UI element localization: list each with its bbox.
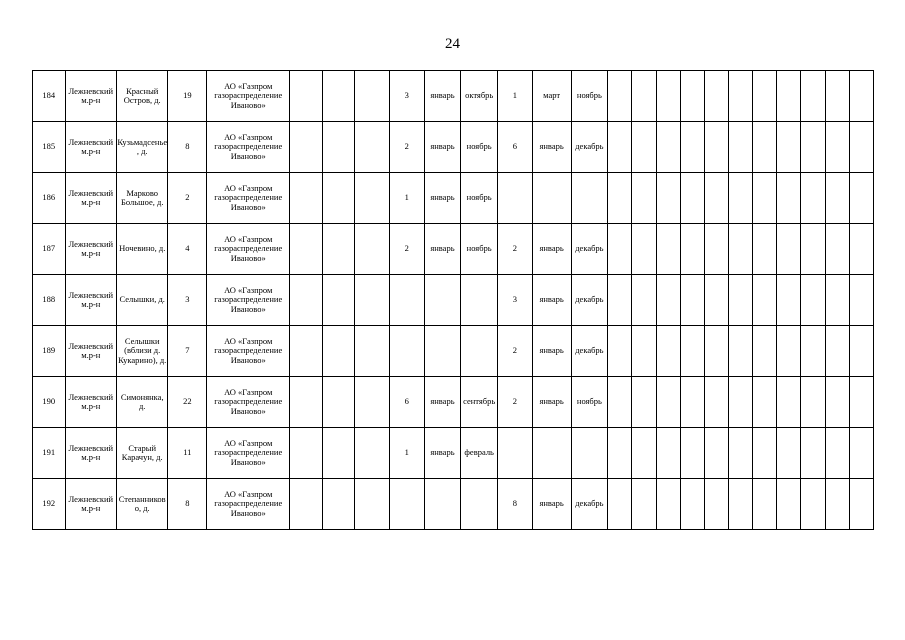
cell-month-2 xyxy=(461,479,498,530)
cell-month-1: январь xyxy=(424,224,461,275)
cell-month-3: январь xyxy=(532,377,571,428)
cell-month-4: декабрь xyxy=(571,326,608,377)
cell-month-4 xyxy=(571,173,608,224)
cell-count: 11 xyxy=(168,428,207,479)
cell-tail-8 xyxy=(777,71,801,122)
cell-month-2: ноябрь xyxy=(461,173,498,224)
cell-organization: АО «Газпром газораспределение Иваново» xyxy=(207,428,290,479)
cell-value-2: 2 xyxy=(498,224,533,275)
cell-num: 184 xyxy=(33,71,66,122)
cell-tail-7 xyxy=(753,122,777,173)
cell-tail-11 xyxy=(849,377,873,428)
cell-tail-10 xyxy=(825,479,849,530)
cell-place: Ночевино, д. xyxy=(116,224,167,275)
cell-tail-11 xyxy=(849,479,873,530)
table-row xyxy=(33,326,874,377)
cell-tail-9 xyxy=(801,479,825,530)
cell-empty-3 xyxy=(355,173,390,224)
cell-tail-3 xyxy=(656,326,680,377)
cell-district: Лежневский м.р-н xyxy=(65,428,116,479)
cell-tail-2 xyxy=(632,224,656,275)
cell-tail-8 xyxy=(777,377,801,428)
cell-month-4: декабрь xyxy=(571,275,608,326)
cell-tail-3 xyxy=(656,71,680,122)
cell-tail-6 xyxy=(728,224,752,275)
cell-month-2 xyxy=(461,275,498,326)
cell-organization: АО «Газпром газораспределение Иваново» xyxy=(207,377,290,428)
cell-tail-9 xyxy=(801,326,825,377)
cell-tail-8 xyxy=(777,479,801,530)
cell-month-1: январь xyxy=(424,428,461,479)
cell-count: 19 xyxy=(168,71,207,122)
cell-tail-1 xyxy=(608,224,632,275)
cell-district: Лежневский м.р-н xyxy=(65,173,116,224)
cell-tail-3 xyxy=(656,122,680,173)
cell-place: Селышки (вблизи д. Кукарино), д. xyxy=(116,326,167,377)
cell-tail-4 xyxy=(680,428,704,479)
cell-place: Старый Карачун, д. xyxy=(116,428,167,479)
cell-num: 186 xyxy=(33,173,66,224)
cell-value-1 xyxy=(389,275,424,326)
cell-tail-1 xyxy=(608,173,632,224)
page-number: 24 xyxy=(445,36,460,52)
registry-table-body xyxy=(33,71,874,530)
cell-empty-3 xyxy=(355,224,390,275)
cell-tail-9 xyxy=(801,173,825,224)
cell-tail-8 xyxy=(777,428,801,479)
cell-tail-11 xyxy=(849,122,873,173)
cell-organization: АО «Газпром газораспределение Иваново» xyxy=(207,224,290,275)
cell-tail-4 xyxy=(680,326,704,377)
cell-tail-8 xyxy=(777,122,801,173)
cell-tail-2 xyxy=(632,479,656,530)
cell-empty-3 xyxy=(355,122,390,173)
cell-month-4: декабрь xyxy=(571,224,608,275)
table-row xyxy=(33,173,874,224)
cell-place: Кузьмадсенье, д. xyxy=(116,122,167,173)
cell-value-2 xyxy=(498,428,533,479)
cell-empty-2 xyxy=(322,326,355,377)
cell-tail-7 xyxy=(753,275,777,326)
cell-tail-3 xyxy=(656,224,680,275)
cell-month-4 xyxy=(571,428,608,479)
cell-tail-5 xyxy=(704,377,728,428)
cell-tail-4 xyxy=(680,173,704,224)
cell-tail-2 xyxy=(632,71,656,122)
cell-tail-5 xyxy=(704,224,728,275)
cell-value-1 xyxy=(389,326,424,377)
cell-month-3: январь xyxy=(532,479,571,530)
cell-tail-9 xyxy=(801,428,825,479)
cell-tail-9 xyxy=(801,71,825,122)
cell-month-2: февраль xyxy=(461,428,498,479)
cell-tail-2 xyxy=(632,173,656,224)
cell-tail-7 xyxy=(753,428,777,479)
cell-tail-7 xyxy=(753,173,777,224)
cell-tail-7 xyxy=(753,479,777,530)
cell-tail-11 xyxy=(849,275,873,326)
cell-empty-2 xyxy=(322,122,355,173)
cell-tail-10 xyxy=(825,428,849,479)
cell-tail-11 xyxy=(849,326,873,377)
cell-empty-1 xyxy=(290,326,323,377)
cell-organization: АО «Газпром газораспределение Иваново» xyxy=(207,71,290,122)
cell-tail-6 xyxy=(728,122,752,173)
cell-tail-8 xyxy=(777,275,801,326)
cell-month-1: январь xyxy=(424,377,461,428)
cell-month-1 xyxy=(424,326,461,377)
cell-tail-8 xyxy=(777,173,801,224)
cell-tail-5 xyxy=(704,479,728,530)
cell-tail-5 xyxy=(704,71,728,122)
cell-tail-2 xyxy=(632,275,656,326)
cell-empty-2 xyxy=(322,173,355,224)
cell-district: Лежневский м.р-н xyxy=(65,479,116,530)
cell-value-1: 2 xyxy=(389,122,424,173)
cell-tail-10 xyxy=(825,326,849,377)
cell-tail-3 xyxy=(656,479,680,530)
cell-num: 190 xyxy=(33,377,66,428)
cell-value-1: 2 xyxy=(389,224,424,275)
cell-month-1: январь xyxy=(424,122,461,173)
cell-num: 189 xyxy=(33,326,66,377)
table-row xyxy=(33,71,874,122)
cell-tail-11 xyxy=(849,428,873,479)
cell-value-1: 1 xyxy=(389,173,424,224)
cell-tail-3 xyxy=(656,428,680,479)
cell-empty-2 xyxy=(322,428,355,479)
cell-tail-6 xyxy=(728,71,752,122)
cell-tail-6 xyxy=(728,173,752,224)
cell-district: Лежневский м.р-н xyxy=(65,326,116,377)
cell-value-2: 2 xyxy=(498,326,533,377)
cell-tail-1 xyxy=(608,428,632,479)
cell-num: 187 xyxy=(33,224,66,275)
cell-tail-6 xyxy=(728,428,752,479)
cell-num: 185 xyxy=(33,122,66,173)
cell-tail-7 xyxy=(753,224,777,275)
cell-tail-7 xyxy=(753,326,777,377)
cell-empty-2 xyxy=(322,224,355,275)
cell-empty-1 xyxy=(290,428,323,479)
cell-tail-6 xyxy=(728,479,752,530)
cell-tail-4 xyxy=(680,224,704,275)
registry-table xyxy=(32,70,874,530)
cell-tail-1 xyxy=(608,479,632,530)
cell-empty-2 xyxy=(322,71,355,122)
cell-month-3: январь xyxy=(532,122,571,173)
cell-month-1: январь xyxy=(424,173,461,224)
cell-month-3: январь xyxy=(532,224,571,275)
cell-tail-4 xyxy=(680,71,704,122)
cell-empty-1 xyxy=(290,71,323,122)
cell-value-1 xyxy=(389,479,424,530)
cell-value-2: 1 xyxy=(498,71,533,122)
cell-empty-1 xyxy=(290,479,323,530)
cell-month-3 xyxy=(532,428,571,479)
cell-tail-10 xyxy=(825,275,849,326)
cell-tail-10 xyxy=(825,224,849,275)
cell-empty-1 xyxy=(290,275,323,326)
cell-tail-5 xyxy=(704,173,728,224)
cell-place: Марково Большое, д. xyxy=(116,173,167,224)
cell-tail-1 xyxy=(608,326,632,377)
cell-tail-5 xyxy=(704,122,728,173)
table-row xyxy=(33,377,874,428)
cell-month-1 xyxy=(424,479,461,530)
cell-count: 8 xyxy=(168,479,207,530)
cell-tail-9 xyxy=(801,224,825,275)
cell-tail-10 xyxy=(825,71,849,122)
cell-value-1: 1 xyxy=(389,428,424,479)
cell-tail-5 xyxy=(704,326,728,377)
cell-month-1: январь xyxy=(424,71,461,122)
cell-tail-8 xyxy=(777,224,801,275)
cell-tail-2 xyxy=(632,377,656,428)
cell-tail-6 xyxy=(728,326,752,377)
cell-empty-1 xyxy=(290,224,323,275)
cell-tail-11 xyxy=(849,224,873,275)
cell-tail-10 xyxy=(825,377,849,428)
cell-empty-3 xyxy=(355,428,390,479)
table-row xyxy=(33,224,874,275)
cell-tail-5 xyxy=(704,428,728,479)
cell-month-4: ноябрь xyxy=(571,71,608,122)
cell-month-2 xyxy=(461,326,498,377)
cell-count: 3 xyxy=(168,275,207,326)
cell-tail-4 xyxy=(680,377,704,428)
cell-tail-7 xyxy=(753,377,777,428)
cell-month-3 xyxy=(532,173,571,224)
cell-empty-3 xyxy=(355,275,390,326)
cell-count: 4 xyxy=(168,224,207,275)
cell-district: Лежневский м.р-н xyxy=(65,377,116,428)
cell-empty-1 xyxy=(290,122,323,173)
cell-month-1 xyxy=(424,275,461,326)
cell-num: 188 xyxy=(33,275,66,326)
cell-tail-2 xyxy=(632,326,656,377)
table-row xyxy=(33,428,874,479)
cell-tail-4 xyxy=(680,275,704,326)
cell-tail-9 xyxy=(801,377,825,428)
registry-table-wrapper xyxy=(32,70,874,530)
cell-month-3: январь xyxy=(532,326,571,377)
cell-month-4: декабрь xyxy=(571,479,608,530)
cell-month-4: ноябрь xyxy=(571,377,608,428)
cell-organization: АО «Газпром газораспределение Иваново» xyxy=(207,275,290,326)
cell-tail-3 xyxy=(656,377,680,428)
cell-tail-4 xyxy=(680,479,704,530)
cell-organization: АО «Газпром газораспределение Иваново» xyxy=(207,122,290,173)
cell-value-2: 6 xyxy=(498,122,533,173)
cell-tail-1 xyxy=(608,377,632,428)
cell-tail-11 xyxy=(849,71,873,122)
cell-month-2: ноябрь xyxy=(461,224,498,275)
cell-district: Лежневский м.р-н xyxy=(65,275,116,326)
cell-tail-2 xyxy=(632,122,656,173)
cell-organization: АО «Газпром газораспределение Иваново» xyxy=(207,326,290,377)
cell-district: Лежневский м.р-н xyxy=(65,224,116,275)
cell-tail-9 xyxy=(801,122,825,173)
cell-tail-6 xyxy=(728,275,752,326)
cell-month-3: март xyxy=(532,71,571,122)
cell-tail-3 xyxy=(656,173,680,224)
cell-value-2: 2 xyxy=(498,377,533,428)
table-row xyxy=(33,275,874,326)
cell-empty-3 xyxy=(355,326,390,377)
cell-empty-3 xyxy=(355,71,390,122)
cell-tail-4 xyxy=(680,122,704,173)
cell-place: Красный Остров, д. xyxy=(116,71,167,122)
cell-value-2: 8 xyxy=(498,479,533,530)
cell-month-2: октябрь xyxy=(461,71,498,122)
cell-tail-3 xyxy=(656,275,680,326)
cell-tail-1 xyxy=(608,71,632,122)
cell-count: 7 xyxy=(168,326,207,377)
cell-count: 2 xyxy=(168,173,207,224)
cell-tail-2 xyxy=(632,428,656,479)
cell-value-1: 3 xyxy=(389,71,424,122)
cell-organization: АО «Газпром газораспределение Иваново» xyxy=(207,173,290,224)
cell-organization: АО «Газпром газораспределение Иваново» xyxy=(207,479,290,530)
cell-month-3: январь xyxy=(532,275,571,326)
cell-month-2: сентябрь xyxy=(461,377,498,428)
cell-empty-1 xyxy=(290,377,323,428)
cell-value-1: 6 xyxy=(389,377,424,428)
cell-tail-1 xyxy=(608,122,632,173)
cell-empty-2 xyxy=(322,275,355,326)
cell-month-2: ноябрь xyxy=(461,122,498,173)
cell-tail-1 xyxy=(608,275,632,326)
cell-tail-10 xyxy=(825,173,849,224)
cell-district: Лежневский м.р-н xyxy=(65,122,116,173)
cell-count: 22 xyxy=(168,377,207,428)
cell-place: Селышки, д. xyxy=(116,275,167,326)
table-row xyxy=(33,479,874,530)
cell-tail-10 xyxy=(825,122,849,173)
cell-value-2: 3 xyxy=(498,275,533,326)
cell-num: 192 xyxy=(33,479,66,530)
cell-place: Симонянка, д. xyxy=(116,377,167,428)
cell-tail-5 xyxy=(704,275,728,326)
cell-empty-1 xyxy=(290,173,323,224)
cell-empty-2 xyxy=(322,479,355,530)
cell-value-2 xyxy=(498,173,533,224)
cell-tail-6 xyxy=(728,377,752,428)
cell-empty-3 xyxy=(355,479,390,530)
table-row xyxy=(33,122,874,173)
cell-tail-9 xyxy=(801,275,825,326)
cell-place: Степанниково, д. xyxy=(116,479,167,530)
cell-count: 8 xyxy=(168,122,207,173)
cell-district: Лежневский м.р-н xyxy=(65,71,116,122)
cell-tail-11 xyxy=(849,173,873,224)
cell-empty-3 xyxy=(355,377,390,428)
cell-empty-2 xyxy=(322,377,355,428)
cell-num: 191 xyxy=(33,428,66,479)
cell-tail-8 xyxy=(777,326,801,377)
cell-month-4: декабрь xyxy=(571,122,608,173)
cell-tail-7 xyxy=(753,71,777,122)
